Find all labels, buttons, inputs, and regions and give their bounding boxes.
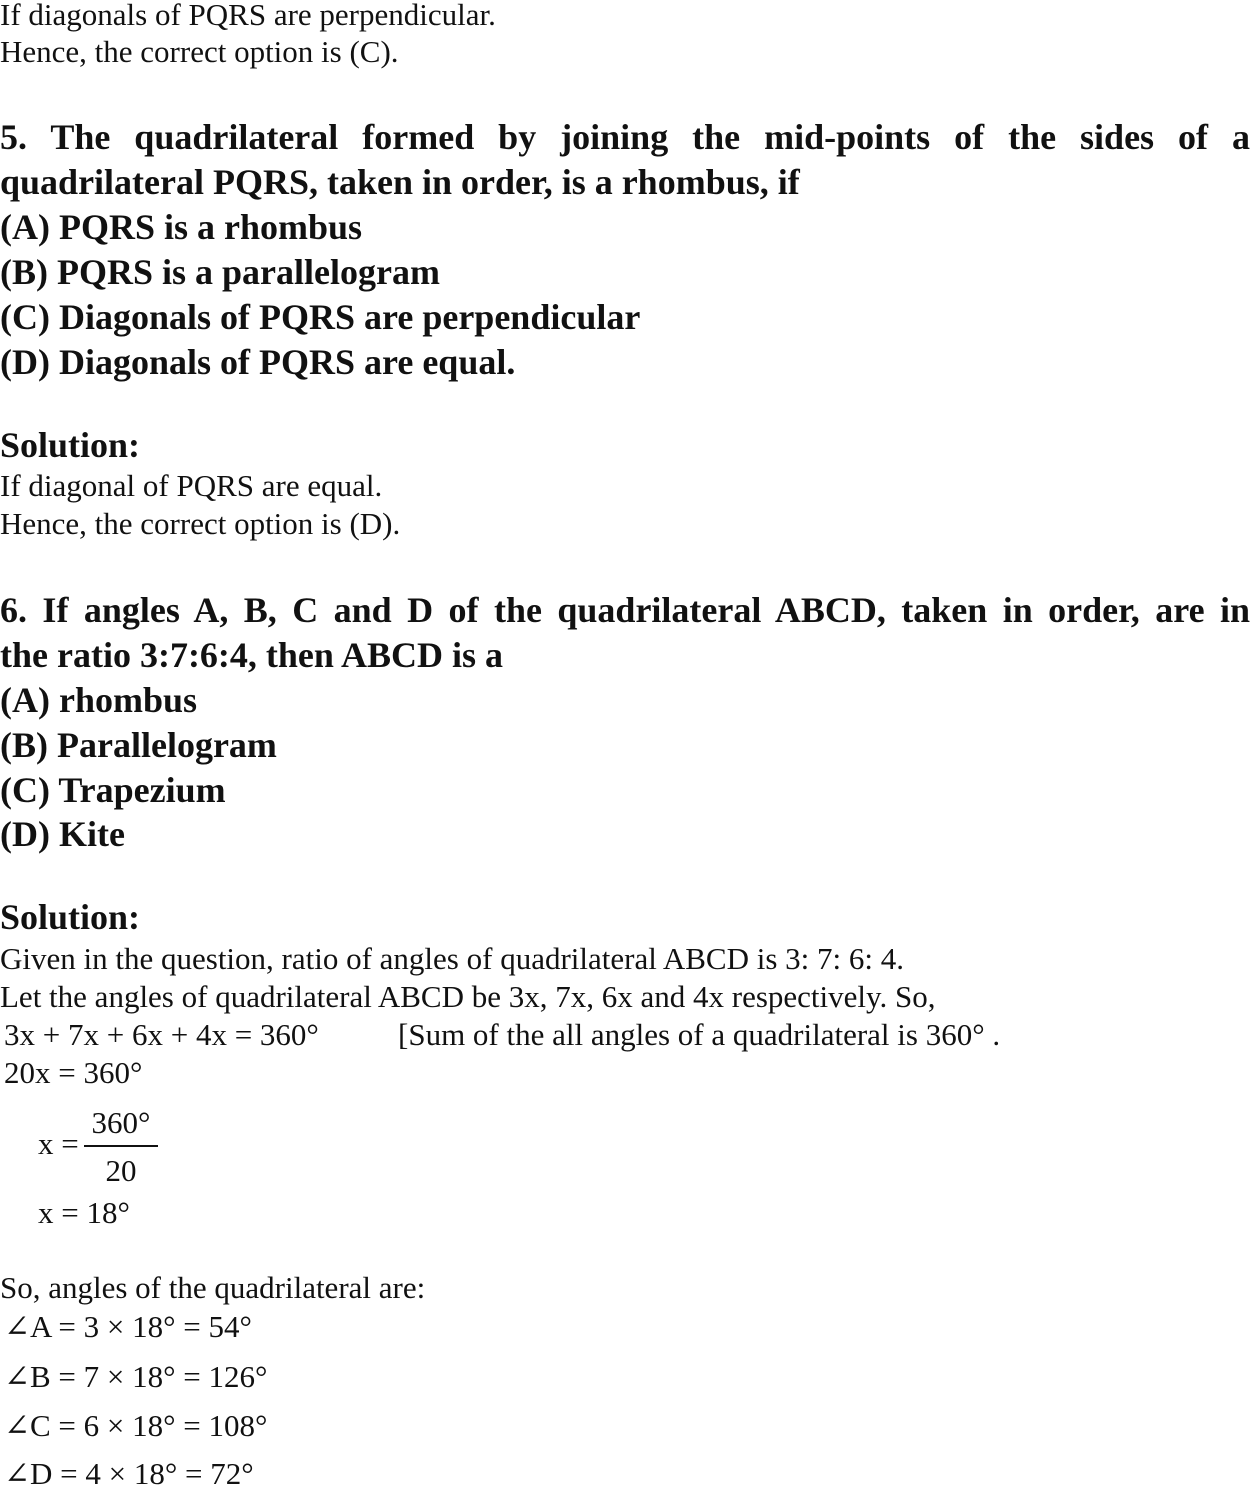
q5-solution-heading: Solution: <box>0 425 141 465</box>
angle-c-equation: ∠C = 6 × 18° = 108° <box>4 1408 268 1443</box>
fraction-lhs: x = <box>38 1126 79 1161</box>
equation-x-value: x = 18° <box>38 1195 130 1230</box>
q5-solution-line-2: Hence, the correct option is (D). <box>0 506 401 541</box>
q6-option-d: (D) Kite <box>0 814 125 854</box>
prev-solution-line-2: Hence, the correct option is (C). <box>0 34 399 69</box>
fraction-numerator: 360° <box>84 1104 158 1147</box>
q5-option-d: (D) Diagonals of PQRS are equal. <box>0 342 516 382</box>
angle-a-equation: ∠A = 3 × 18° = 54° <box>4 1309 252 1344</box>
q5-option-b: (B) PQRS is a parallelogram <box>0 252 440 292</box>
q5-option-a: (A) PQRS is a rhombus <box>0 207 363 247</box>
angles-intro: So, angles of the quadrilateral are: <box>0 1270 426 1305</box>
prev-solution-line-1: If diagonals of PQRS are perpendicular. <box>0 0 496 32</box>
q6-option-b: (B) Parallelogram <box>0 725 277 765</box>
angle-d-equation: ∠D = 4 × 18° = 72° <box>4 1456 254 1491</box>
fraction-360-over-20 <box>84 1104 158 1190</box>
equation-sum-of-angles: 3x + 7x + 6x + 4x = 360° <box>4 1017 319 1052</box>
q6-solution-heading: Solution: <box>0 897 141 937</box>
q5-option-c: (C) Diagonals of PQRS are perpendicular <box>0 297 641 337</box>
q6-solution-line-1: Given in the question, ratio of angles of quadrilateral ABCD is 3: 7: 6: 4. <box>0 941 905 976</box>
q5-question-line-1: 5. The quadrilateral formed by joining the mid-points of the sides of a <box>0 117 1250 157</box>
equation-sum-note: [Sum of the all angles of a quadrilateral is 360° . <box>398 1017 1001 1052</box>
q6-option-a: (A) rhombus <box>0 680 198 720</box>
fraction-denominator: 20 <box>105 1153 137 1188</box>
q6-option-c: (C) Trapezium <box>0 770 226 810</box>
q6-solution-line-2: Let the angles of quadrilateral ABCD be 3x, 7x, 6x and 4x respectively. So, <box>0 979 936 1014</box>
q5-question-line-2: quadrilateral PQRS, taken in order, is a rhombus, if <box>0 162 800 202</box>
q5-solution-line-1: If diagonal of PQRS are equal. <box>0 468 383 503</box>
q6-question-line-1: 6. If angles A, B, C and D of the quadrilateral ABCD, taken in order, are in <box>0 590 1250 630</box>
equation-20x: 20x = 360° <box>4 1055 143 1090</box>
q6-question-line-2: the ratio 3:7:6:4, then ABCD is a <box>0 635 503 675</box>
angle-b-equation: ∠B = 7 × 18° = 126° <box>4 1359 268 1394</box>
